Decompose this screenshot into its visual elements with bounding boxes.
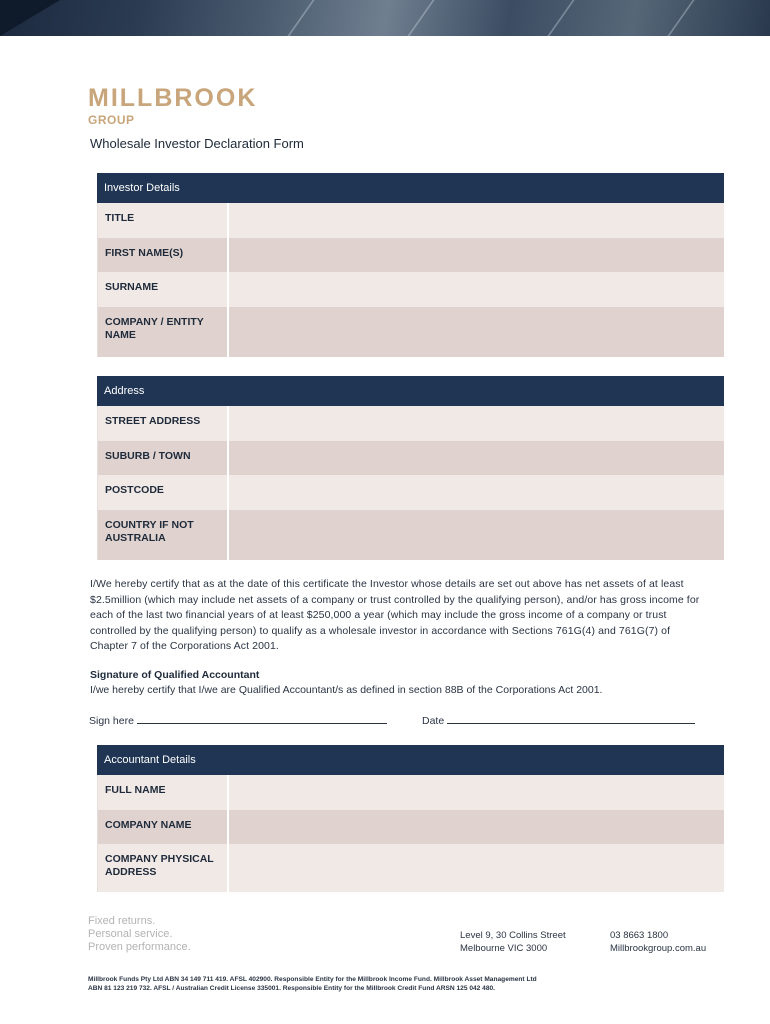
logo-wordmark: MILLBROOK [88,84,258,112]
title-field[interactable] [227,203,724,238]
footer-tagline [88,915,191,954]
footer-address [460,929,566,955]
tagline-line: Fixed returns. [88,915,156,927]
logo-subtitle: GROUP [88,113,135,127]
first-name-field[interactable] [227,238,724,272]
signature-title: Signature of Qualified Accountant [90,669,260,681]
address-header: Address [97,376,724,406]
website-link[interactable]: Millbrookgroup.com.au [610,943,707,954]
table-row [97,238,724,272]
banner-streak [547,0,574,36]
banner-streak [407,0,434,36]
investor-details-header: Investor Details [97,173,724,203]
table-row [97,510,724,560]
company-entity-field[interactable] [227,307,724,357]
declaration-paragraph: I/We hereby certify that as at the date of this certificate the Investor whose details are set out above has net assets of at least $2.5million (which may include net assets of a company or trust controlled by the qualifying person), and/or has gross income for each of the last two financial years of at least $250,000 a year (which may include the gross income of a company or trust controlled by the qualifying person) to qualify as a wholesale investor in accordance with Sections 761G(4) and 761G(7) of Chapter 7 of the Corporations Act 2001. [90,578,700,652]
legal-line: Millbrook Funds Pty Ltd ABN 34 149 711 419. AFSL 402900. Responsible Entity for the Millbrook Income Fund. Millbrook Asset Management Ltd [88,976,537,983]
table-row [97,441,724,475]
company-name-field[interactable] [227,810,724,844]
suburb-town-label: SUBURB / TOWN [97,441,227,475]
company-address-field[interactable] [227,844,724,892]
date-field[interactable] [447,714,695,724]
tagline-line: Personal service. [88,928,173,940]
table-row [97,406,724,441]
table-row [97,307,724,357]
address-line: Melbourne VIC 3000 [460,943,548,954]
table-row [97,810,724,844]
table-row [97,272,724,307]
address-table [97,376,724,560]
date-line [422,714,695,727]
signature-statement: I/we hereby certify that I/we are Qualified Accountant/s as defined in section 88B of the Corporations Act 2001. [90,684,603,696]
suburb-town-field[interactable] [227,441,724,475]
company-entity-label: COMPANY / ENTITY NAME [97,307,227,357]
country-label: COUNTRY IF NOT AUSTRALIA [97,510,227,560]
table-row [97,475,724,510]
table-row [97,775,724,810]
banner-streak [287,0,314,36]
full-name-field[interactable] [227,775,724,810]
investor-details-table [97,173,724,357]
company-name-label: COMPANY NAME [97,810,227,844]
sign-here-label: Sign here [89,715,134,727]
surname-field[interactable] [227,272,724,307]
table-row [97,203,724,238]
footer-legal [88,975,688,993]
country-field[interactable] [227,510,724,560]
phone-number: 03 8663 1800 [610,930,669,941]
header-banner [0,0,770,36]
footer-contact [610,929,706,955]
address-line: Level 9, 30 Collins Street [460,930,566,941]
first-name-label: FIRST NAME(S) [97,238,227,272]
postcode-label: POSTCODE [97,475,227,510]
signature-field[interactable] [137,714,387,724]
postcode-field[interactable] [227,475,724,510]
surname-label: SURNAME [97,272,227,307]
street-address-field[interactable] [227,406,724,441]
accountant-details-header: Accountant Details [97,745,724,775]
sign-here-line [89,714,387,727]
table-row [97,844,724,892]
date-label: Date [422,715,445,727]
title-label: TITLE [97,203,227,238]
accountant-details-table [97,745,724,892]
form-title: Wholesale Investor Declaration Form [90,136,304,151]
banner-streak [667,0,694,36]
millbrook-logo [88,86,257,127]
street-address-label: STREET ADDRESS [97,406,227,441]
company-address-label: COMPANY PHYSICAL ADDRESS [97,844,227,892]
banner-fold [0,0,60,36]
legal-line: ABN 81 123 219 732. AFSL / Australian Credit License 335001. Responsible Entity for the Millbrook Credit Fund ARSN 125 042 480. [88,985,495,992]
full-name-label: FULL NAME [97,775,227,810]
tagline-line: Proven performance. [88,941,191,953]
